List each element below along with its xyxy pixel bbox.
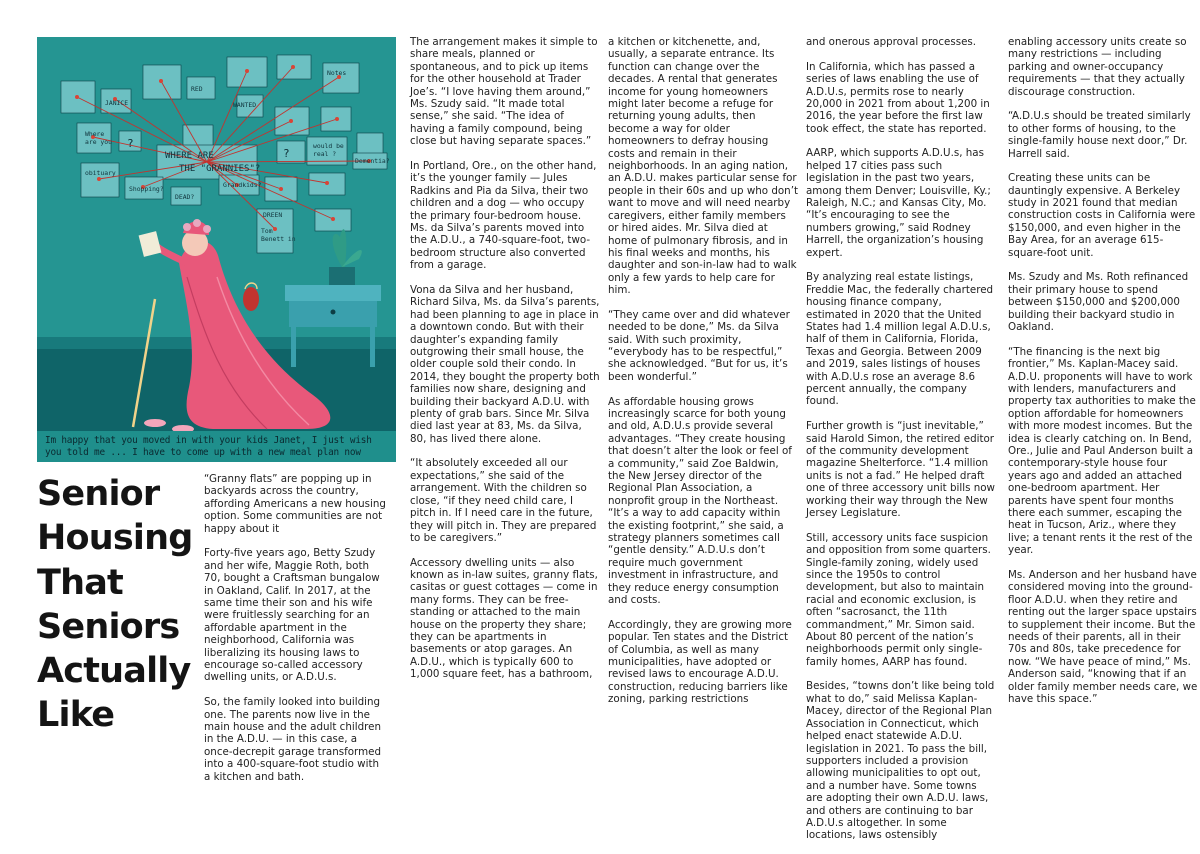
note-dreen: DREEN <box>263 211 283 219</box>
article-paragraph: “Granny flats” are popping up in backyards across the country, affording Americans a new housing option. Some communities are not happy about it <box>204 473 386 535</box>
article-paragraph: Vona da Silva and her husband, Richard Silva, Ms. da Silva’s parents, had been planning to age in place in a downtown condo. But with their daughter’s expanding family outgrowing their small house, the older couple sold their condo. In 2014, they bought the property both families now share, designing and building their backyard A.D.U. with plenty of grab bars. Since Mr. Silva died last year at 83, Ms. da Silva, 80, has lived there alone. <box>410 283 600 445</box>
article-paragraph: Ms. Anderson and her husband have considered moving into the ground-floor A.D.U. when they retire and renting out the larger space upstairs to supplement their income. But the needs of their parents, all in their 70s and 80s, take precedence for now. “We have peace of mind,” Ms. Anderson said, “knowing that if an older family member needs care, we have this space.” <box>1008 568 1198 705</box>
article-paragraph: “They came over and did whatever needed to be done,” Ms. da Silva said. With such proximity, “everybody has to be respectful,” she acknowledged. “But for us, it’s been wonderful.” <box>608 308 790 383</box>
article-paragraph: As affordable housing grows increasingly scarce for both young and old, A.D.U.s provide several advantages. “They create housing that doesn’t alter the look or feel of a community,” said Zoe Baldwin, the New Jersey director of the Regional Plan Association, a nonprofit group in the Northeast. “It’s a way to add capacity within the existing footprint,” she said, a strategy planners sometimes call “gentle density.” A.D.U.s don’t require much government investment in infrastructure, and they reduce energy consumption and costs. <box>608 395 792 607</box>
article-paragraph: “The financing is the next big frontier,” Ms. Kaplan-Macey said. A.D.U. proponents will have to work with lenders, manufacturers and property tax authorities to make the option affordable for homeowners with more modest incomes. But the idea is clearly catching on. In Bend, Ore., Julie and Paul Anderson built a contemporary-style house four years ago and added an attached one-bedroom apartment. Her parents have spent four months there each summer, escaping the heat in Tucson, Ariz., where they live; a tenant rents it the rest of the year. <box>1008 345 1196 557</box>
article-paragraph: Accordingly, they are growing more popular. Ten states and the District of Columbia, as well as many municipalities, have adopted or revised laws to encourage A.D.U. construction, reducing barriers like zoning, parking restrictions <box>608 618 792 706</box>
article-paragraph: By analyzing real estate listings, Freddie Mac, the federally chartered housing finance company, estimated in 2020 that the United States had 1.4 million legal A.D.U.s, half of them in California, Florida, Texas and Georgia. Between 2009 and 2019, sales listings of houses with A.D.U.s rose an average 8.6 percent annually, the company found. <box>806 271 994 408</box>
note-red: RED <box>191 85 203 93</box>
article-paragraph: Forty-five years ago, Betty Szudy and her wife, Maggie Roth, both 70, bought a Craftsman bungalow in Oakland, Calif. In 2017, at the same time their son and his wife were fruitlessly searching for an affordable apartment in the neighborhood, California was liberalizing its housing laws to encourage so-called accessory dwelling units, or A.D.U.s. <box>204 547 380 684</box>
article-paragraph: Besides, “towns don’t like being told what to do,” said Melissa Kaplan-Macey, director of the Regional Plan Association in Connecticut, which helped enact statewide A.D.U. legislation in 2021. To pass the bill, supporters included a provision allowing municipalities to opt out, and a number have. Some towns are adopting their own A.D.U. laws, and others are continuing to bar A.D.U.s altogether. In some locations, laws ostensibly <box>806 680 995 842</box>
note-would-be-real: would be <box>313 142 344 150</box>
note-where-are-grannies: WHERE ARE <box>165 151 214 161</box>
article-paragraph: and onerous approval processes. <box>806 36 977 48</box>
article-paragraph: So, the family looked into building one. The parents now live in the main house and the adult children in the A.D.U. — in this case, a once-decrepit garage transformed into a 400-square-foot studio with a kitchen and bath. <box>204 696 382 783</box>
article-paragraph: Creating these units can be dauntingly expensive. A Berkeley study in 2021 found that median construction costs in California were $150,000, and even higher in the Bay Area, for an average 615-square-foot unit. <box>1008 172 1196 259</box>
article-column-2 <box>410 36 600 693</box>
article-paragraph: Still, accessory units face suspicion and opposition from some quarters. Single-family zoning, widely used since the 1950s to control development, but also to maintain racial and economic exclusion, is often “sacrosanct, the 11th commandment,” Mr. Simon said. About 80 percent of the nation’s neighborhoods permit only single-family homes, AARP has found. <box>806 531 991 668</box>
article-column-5 <box>1008 36 1198 718</box>
article-paragraph: In California, which has passed a series of laws enabling the use of A.D.U.s, permits rose to nearly 20,000 in 2021 from about 1,200 in 2016, the year before the first law took effect, the state has reported. <box>806 60 990 135</box>
article-paragraph: AARP, which supports A.D.U.s, has helped 17 cities pass such legislation in the past two years, among them Denver; Louisville, Ky.; Raleigh, N.C.; and Kansas City, Mo. “It’s encouraging to see the numbers growing,” said Rodney Harrell, the organization’s housing expert. <box>806 147 991 259</box>
article-paragraph: In Portland, Ore., on the other hand, it’s the younger family — Jules Radkins and Pia da Silva, their two children and a dog — who occupy the primary four-bedroom house. Ms. da Silva’s parents moved into the A.D.U., a 740-square-foot, two-bedroom structure also converted from a garage. <box>410 159 597 272</box>
svg-text:real ?: real ? <box>313 150 337 158</box>
article-headline: Senior Housing That Seniors Actually Like <box>37 474 193 736</box>
note-janice: JANICE <box>105 99 129 107</box>
illustration-caption: Im happy that you moved in with your kids Janet, I just wish you told me ... I have to come up with a new meal plan now <box>45 435 372 458</box>
article-column-4 <box>806 36 996 854</box>
note-where-are-you: Where <box>85 130 105 138</box>
note-question: ? <box>127 137 134 150</box>
article-paragraph: Further growth is “just inevitable,” said Harold Simon, the retired editor of the community development magazine Shelterforce. “1.4 million units is not a fad.” He helped draft one of three accessory unit bills now working their way through the New Jersey Legislature. <box>806 420 995 519</box>
article-paragraph: Accessory dwelling units — also known as in-law suites, granny flats, casitas or guest cottages — come in many forms. They can be free-standing or attached to the main house on the property they share; they can be apartments in basements or atop garages. An A.D.U., which is typically 600 to 1,000 square feet, has a bathroom, <box>410 556 598 681</box>
note-notes: Notes <box>327 69 347 77</box>
article-paragraph: a kitchen or kitchenette, and, usually, a separate entrance. Its function can change over the decades. A rental that generates income for young homeowners might later become a refuge for returning young adults, then become a way for older homeowners to defray housing costs and remain in their neighborhoods. In an aging nation, an A.D.U. makes particular sense for people in their 60s and up who don’t want to move and will need nearby caregivers, either family members or hired aides. Mr. Silva died at home of pulmonary fibrosis, and in his final weeks and months, his daughter and son-in-law had to walk only a few yards to help care for him. <box>608 36 799 297</box>
note-wanted: WANTED <box>233 101 257 109</box>
article-paragraph: The arrangement makes it simple to share meals, planned or spontaneous, and to pick up items for the other household at Trader Joe’s. “I love having them around,” Ms. Szudy said. “It made total sense,” she said. “The idea of having a family compound, being close but having separate spaces.” <box>410 36 598 148</box>
svg-text:Benett in: Benett in <box>261 235 296 243</box>
note-dementia: Dementia? <box>355 157 390 165</box>
article-paragraph: “A.D.U.s should be treated similarly to other forms of housing, to the single-family house next door,” Dr. Harrell said. <box>1008 110 1191 160</box>
svg-text:are you: are you <box>85 138 112 146</box>
article-paragraph: enabling accessory units create so many restrictions — including parking and owner-occupancy requirements — that they actually discourage construction. <box>1008 36 1187 98</box>
note-obituary: obituary <box>85 169 116 177</box>
svg-text:?: ? <box>283 147 290 160</box>
article-paragraph: Ms. Szudy and Ms. Roth refinanced their primary house to spend between $150,000 and $200,000 building their backyard studio in Oakland. <box>1008 271 1189 334</box>
note-shopping: Shopping? <box>129 185 164 193</box>
article-column-1 <box>204 473 388 795</box>
illustration <box>37 37 396 462</box>
note-dead: DEAD? <box>175 193 195 201</box>
grandmother-detective-wall-icon <box>37 37 396 462</box>
note-grandkids: Grandkids? <box>223 181 262 189</box>
article-column-3 <box>608 36 798 718</box>
note-tom-benett: Tom <box>261 227 273 235</box>
article-paragraph: “It absolutely exceeded all our expectations,” she said of the arrangement. With the children so close, “if they need child care, I pitch in. If I need care in the future, they will pitch in. They are prepared to be caregivers.” <box>410 457 597 544</box>
svg-text:THE "GRANNIES"?: THE "GRANNIES"? <box>179 164 261 174</box>
